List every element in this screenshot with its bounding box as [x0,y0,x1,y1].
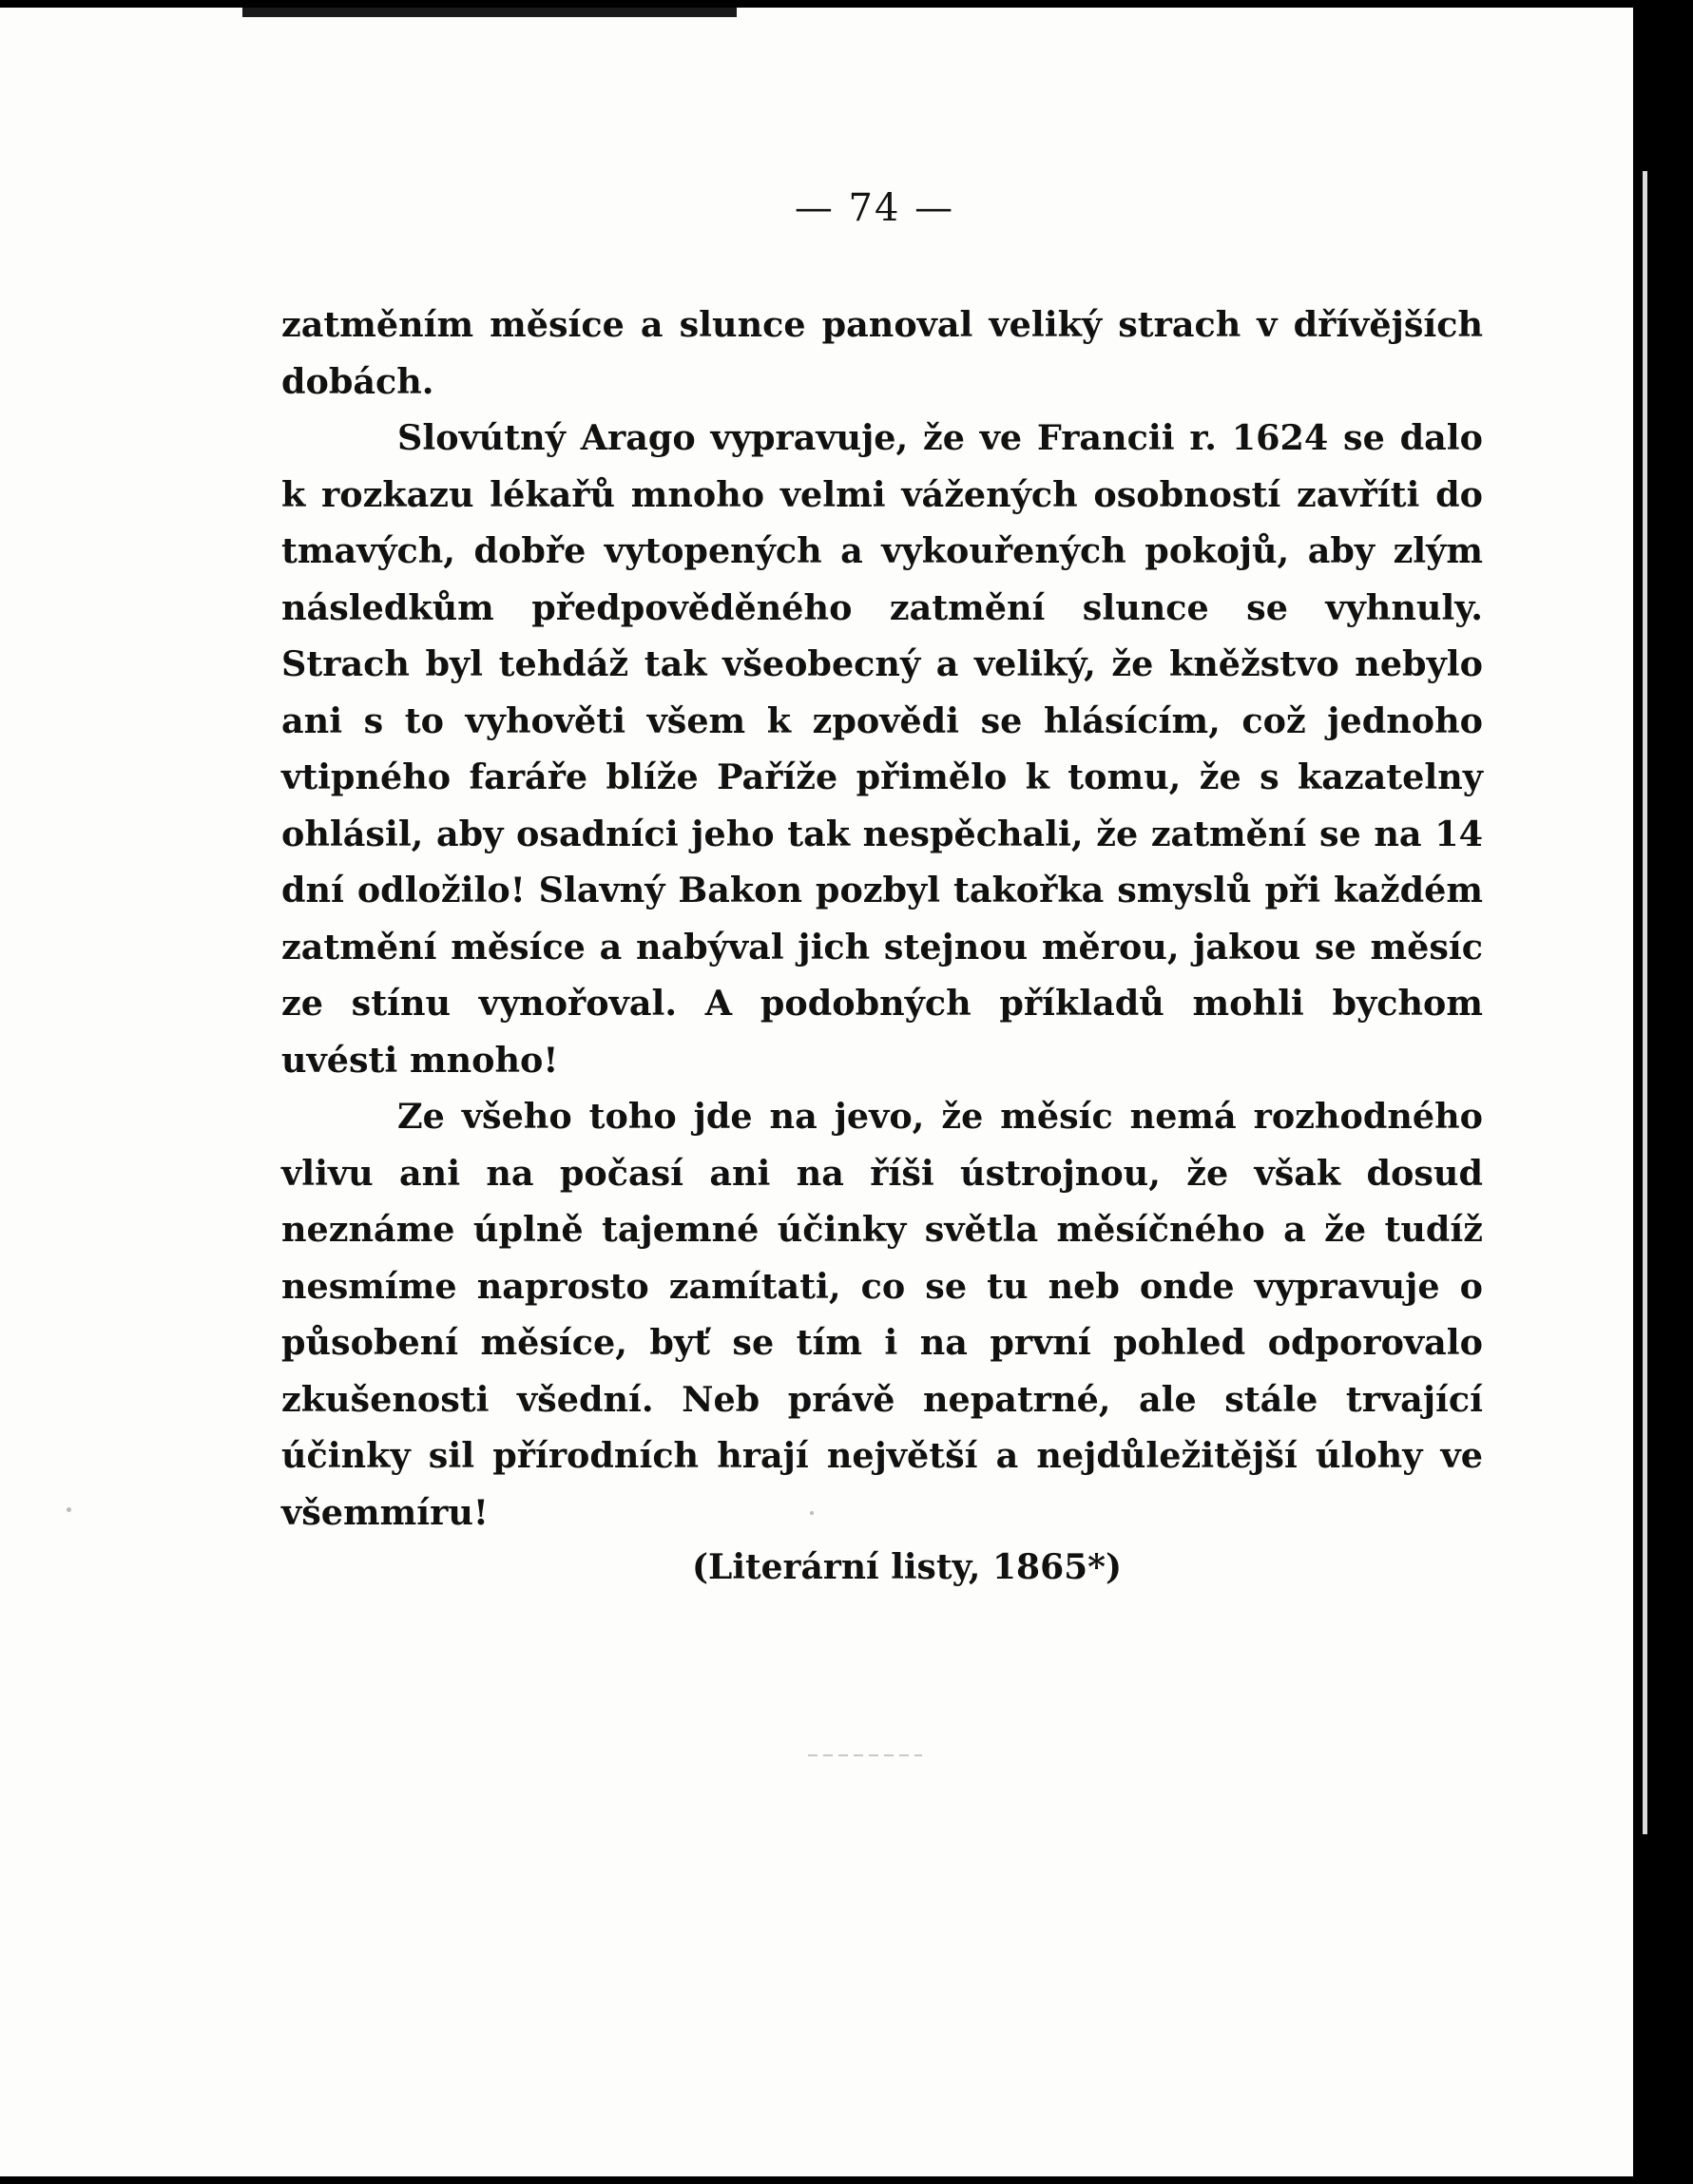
scan-right-edge-line [1643,171,1647,1834]
paragraph-2: Slovútný Arago vypravuje, že ve Francii r. 1624 se dalo k rozkazu lékařů mnoho velmi vážených osobností zavříti do tmavých, dobře vytopených a vykouřených pokojů, aby zlým následkům předpověděného zatmění slunce se vyhnuly. Strach byl tehdáž tak všeobecný a veliký, že kněžstvo nebylo ani s to vyhověti všem k zpovědi se hlásícím, což jednoho vtipného faráře blíže Paříže přimělo k tomu, že s kazatelny ohlásil, aby osadníci jeho tak nespěchali, že zatmění se na 14 dní odložilo! Slavný Bakon pozbyl takořka smyslů při každém zatmění měsíce a nabýval jich stejnou měrou, jakou se měsíc ze stínu vynořoval. A podobných příkladů mohli bychom uvésti mnoho! [281,417,1483,1081]
scan-speck [67,1507,71,1512]
paragraph-1: zatměním měsíce a slunce panoval veliký strach v dřívějších dobách. [281,304,1483,402]
book-page [0,8,1633,2176]
scan-speck [810,1511,814,1515]
scan-top-edge [242,8,737,17]
body-text [281,297,1483,1541]
faint-dash-mark [808,1754,922,1756]
paragraph-3: Ze všeho toho jde na jevo, že měsíc nemá rozhodného vlivu ani na počasí ani na říši ústrojnou, že však dosud neznáme úplně tajemné účinky světla měsíčného a že tudíž nesmíme naprosto zamítati, co se tu neb onde vypravuje o působení měsíce, byť se tím i na první pohled odporovalo zkušenosti všední. Neb právě nepatrné, ale stále trvající účinky sil přírodních hrají největší a nejdůležitější úlohy ve všemmíru! [281,1096,1483,1533]
page-number: — 74 — [794,186,955,230]
source-citation: (Literární listy, 1865*) [692,1547,1123,1587]
